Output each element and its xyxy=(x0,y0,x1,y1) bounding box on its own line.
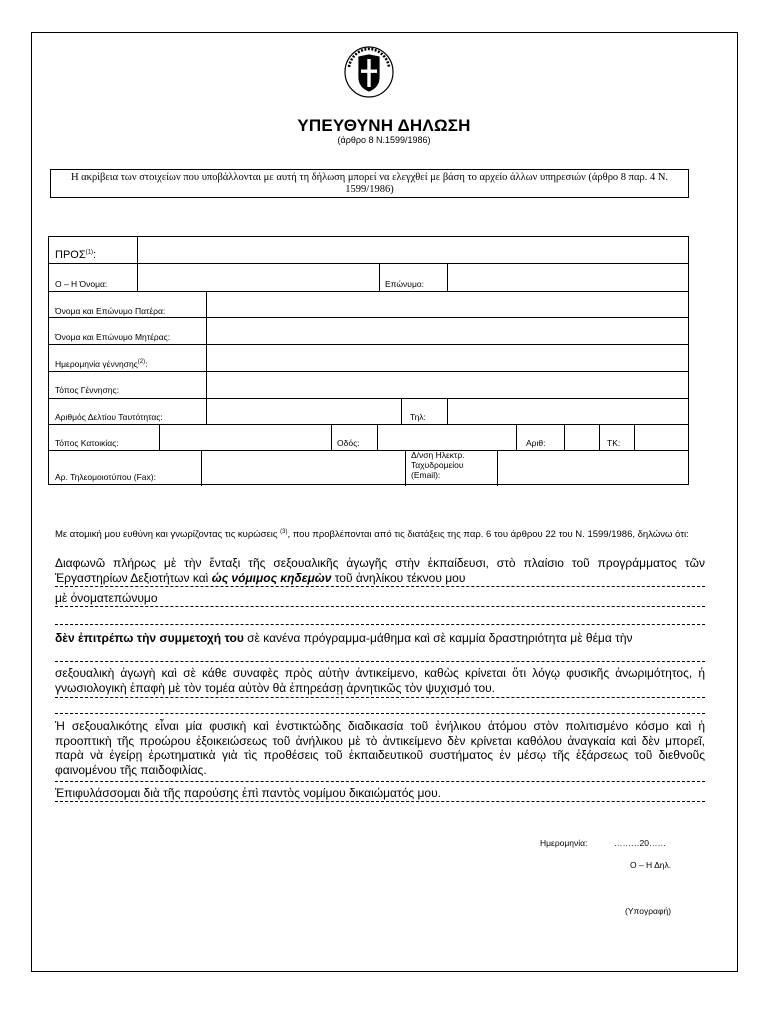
fax-label: Αρ. Τηλεομοιοτύπου (Fax): xyxy=(55,472,156,482)
declaration-intro: Με ατομική μου ευθύνη και γνωρίζοντας τις κυρώσεις $^{(3)}$, που προβλέπονται από τις διατάξεις της παρ. 6 του άρθρου 22 του Ν. 1599/1986, δηλώνω ότι: xyxy=(55,529,689,541)
phone-label: Τηλ: xyxy=(410,412,426,422)
surname-label: Επώνυμο: xyxy=(385,279,424,289)
street-label: Οδός: xyxy=(337,438,360,448)
verification-notice: Η ακρίβεια των στοιχείων που υποβάλλονται με αυτή τη δήλωση μπορεί να ελεγχθεί με βάση το αρχείο άλλων υπηρεσιών (άρθρο 8 παρ. 4 Ν. 1599/1986) xyxy=(50,169,689,198)
declaration-paragraph-4: Ἐπιφυλάσσομαι διὰ τῆς παρούσης ἐπὶ παντὸς νομίμου δικαιώματός μου. xyxy=(55,786,441,800)
personal-details-form xyxy=(48,236,689,485)
declaration-paragraph-1-name: μὲ ὀνοματεπώνυμο xyxy=(55,591,158,605)
declaration-paragraph-2: δὲν ἐπιτρέπω τὴν συμμετοχή του σὲ κανένα πρόγραμμα-μάθημα καὶ σὲ καμμία δραστηριότητα μὲ θέμα τὴν xyxy=(55,631,633,645)
signature-label: (Υπογραφή) xyxy=(625,906,672,916)
declaration-paragraph-2-continued: σεξουαλικὴ ἀγωγὴ καὶ σὲ κάθε συναφὲς πρὸς αὐτὴν ἀντικείμενο, καθὼς κρίνεται ὅτι λόγῳ φυσικῆς ἀνωριμότητος, ἡ γνωσιολογικὴ ἐπαφὴ μὲ τὸν τομέα αὐτὸν θὰ ἐπηρεάσῃ ἀρνητικῶς τὸν ψυχισμό του. xyxy=(55,666,705,695)
date-value: ………20…… xyxy=(614,838,666,848)
postcode-label: ΤΚ: xyxy=(607,438,621,448)
email-label: Δ/νση Ηλεκτρ. Ταχυδρομείου (Email): xyxy=(411,450,465,480)
date-label: Ημερομηνία: xyxy=(540,838,588,848)
declaration-paragraph-1: Διαφωνῶ πλήρως μὲ τὴν ἔνταξι τῆς σεξουαλικῆς ἀγωγῆς στὴν ἐκπαίδευσι, στὸ πλαίσιο τοῦ προγράμματος τῶν Ἐργαστηρίων Δεξιοτήτων καὶ ὡς νόμιμος κηδεμὼν τοῦ ἀνηλίκου τέκνου μου xyxy=(55,556,705,585)
name-label: Ο – Η Όνομα: xyxy=(55,279,108,289)
pros-label: ΠΡΟΣ$^{(1)}$: xyxy=(55,249,97,261)
residence-label: Τόπος Κατοικίας: xyxy=(55,438,119,448)
birthplace-label: Τόπος Γέννησης: xyxy=(55,385,119,395)
document-subtitle: (άρθρο 8 Ν.1599/1986) xyxy=(337,135,431,145)
father-name-label: Όνομα και Επώνυμο Πατέρα: xyxy=(55,306,166,316)
number-label: Αριθ: xyxy=(526,438,546,448)
greek-coat-of-arms-emblem xyxy=(341,43,397,99)
declaration-paragraph-3: Ἡ σεξουαλικότης εἶναι μία φυσικὴ καὶ ἐνστικτώδης διαδικασία τοῦ ἐνήλικου ἀτόμου στὸν πολιτισμένο κόσμο καὶ ἡ προοπτικὴ τῆς προώρου ἐξοικειώσεως τοῦ ἀνήλικου μὲ τὸ ἀντικείμενο δὲν κρίνεται καθόλου ἀναγκαία καὶ δὲν μπορεῖ, παρὰ νὰ ἐγείρῃ ἐρωτηματικὰ γιὰ τὶς προθέσεις τοῦ ἐκπαιδευτικοῦ συστήματος ἐν μέσῳ τῆς ἐξάρσεως τοῦ διεθνοῦς φαινομένου τῆς παιδοφιλίας. xyxy=(55,719,705,777)
declarant-label: Ο – Η Δηλ. xyxy=(630,860,672,870)
mother-name-label: Όνομα και Επώνυμο Μητέρας: xyxy=(55,332,171,342)
document-title: ΥΠΕΥΘΥΝΗ ΔΗΛΩΣΗ xyxy=(297,116,471,135)
id-number-label: Αριθμός Δελτίου Ταυτότητας: xyxy=(55,412,163,422)
birthdate-label: Ημερομηνία γέννησης$^{(2)}$: xyxy=(55,359,148,369)
